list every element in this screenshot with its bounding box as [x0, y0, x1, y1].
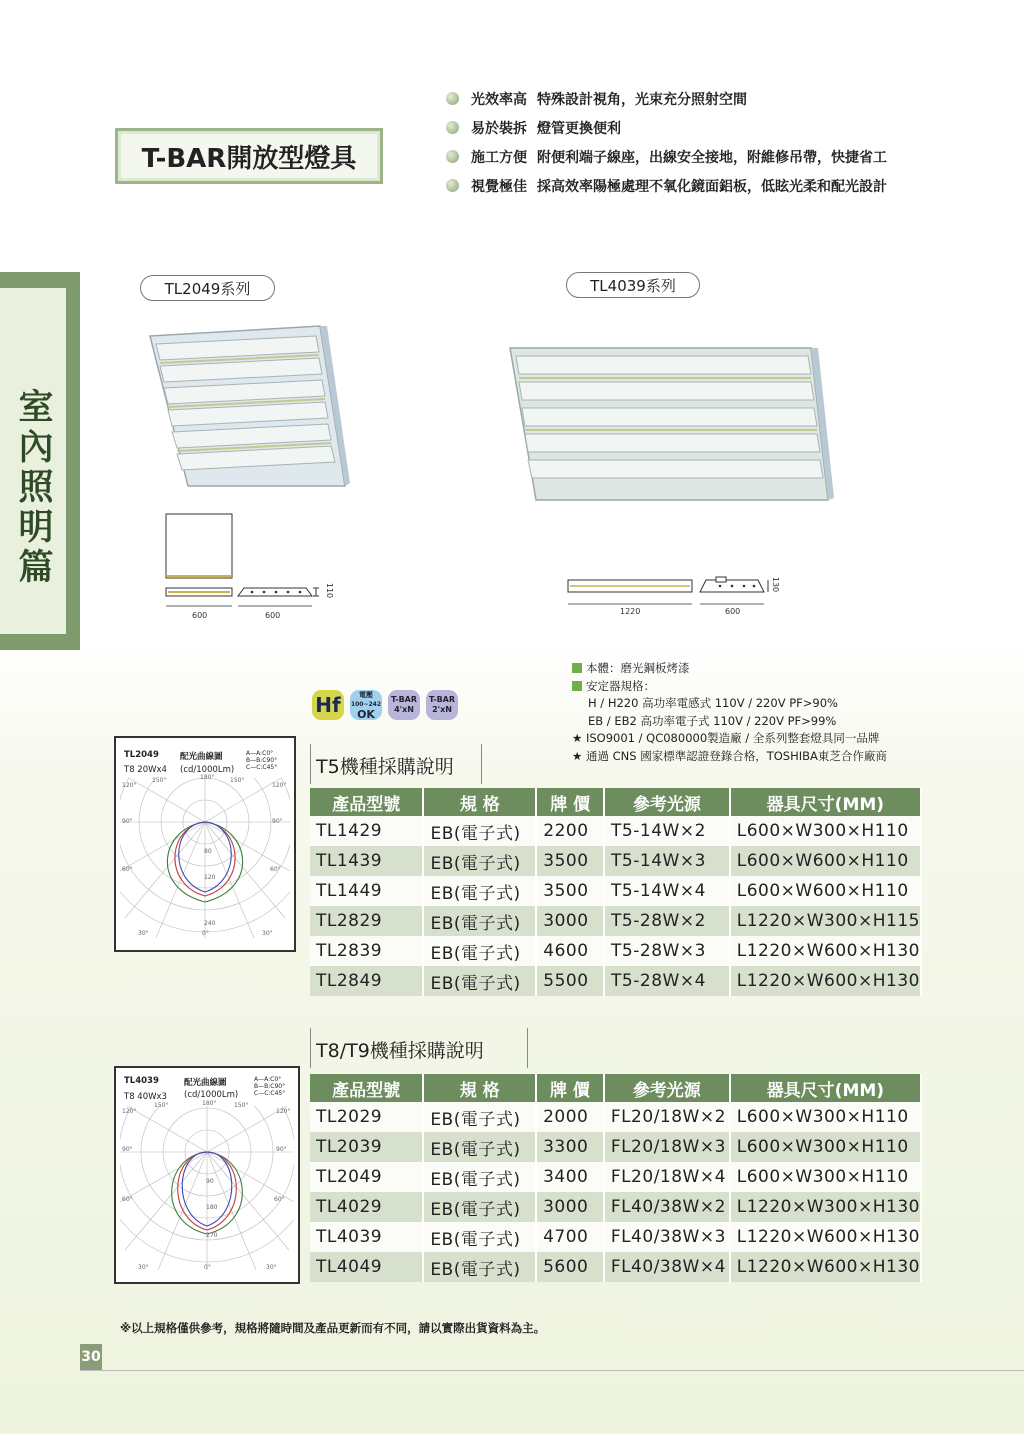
col-header-lamp: 參考光源 — [604, 1074, 730, 1102]
col-header-spec: 規 格 — [423, 788, 536, 816]
side-tab-label: 室內照明篇 — [18, 388, 54, 588]
note-ballast-2: EB / EB2 高功率電子式 110V / 220V PF>99% — [588, 713, 837, 728]
polar-grid-1 — [120, 778, 290, 938]
col-header-lamp: 參考光源 — [604, 788, 730, 816]
dim-depth-left: 600 — [265, 611, 281, 620]
dim-depth-right: 600 — [725, 607, 741, 616]
table-row: TL2039 EB(電子式) 3300 FL20/18W×3 L600×W300×H110 — [310, 1132, 921, 1162]
polar-lamp: T8 20Wx4 — [124, 765, 167, 775]
note-ballast: 安定器規格： — [572, 678, 1012, 696]
section-divider — [310, 744, 311, 784]
table-row: TL2049 EB(電子式) 3400 FL20/18W×4 L600×W300×H110 — [310, 1162, 921, 1192]
table-row: TL2029 EB(電子式) 2000 FL20/18W×2 L600×W300×H110 — [310, 1102, 921, 1132]
section-divider — [527, 1028, 528, 1068]
feature-key: 施工方便 — [471, 149, 527, 166]
side-tab — [0, 272, 80, 650]
polar-title: 配光曲線圖 — [180, 752, 223, 762]
col-header-spec: 規 格 — [423, 1074, 536, 1102]
section-divider — [481, 744, 482, 784]
star-icon: ★ — [572, 748, 586, 763]
col-header-price: 牌 價 — [536, 1074, 604, 1102]
col-header-model: 產品型號 — [310, 788, 423, 816]
luminaire-tl2049-image — [140, 318, 355, 493]
dim-width-right: 1220 — [620, 607, 641, 616]
hf-badge: Hf — [312, 690, 344, 720]
table-row: TL2839 EB(電子式) 4600 T5-28W×3 L1220×W600×H130 — [310, 936, 921, 966]
page-number: 30 — [80, 1344, 102, 1370]
feature-text: 特殊設計視角，光束充分照射空間 — [537, 91, 747, 108]
polar-legend: A—A:C0° B—B:C90° C—C:C45° — [246, 750, 278, 771]
dimension-drawing-right — [562, 572, 782, 614]
feature-key: 光效率高 — [471, 91, 527, 108]
bullet-icon — [446, 150, 459, 163]
note-ballast-1: H / H220 高功率電感式 110V / 220V PF>90% — [588, 696, 838, 710]
voltage-badge: 電壓 100~242 OK — [350, 691, 382, 721]
section-title-t8: T8/T9機種採購說明 — [316, 1040, 484, 1062]
bullet-icon — [446, 121, 459, 134]
page-title-box — [115, 128, 383, 184]
green-square-icon — [572, 681, 582, 691]
note-star-2: ★ 通過 CNS 國家標準認證登錄合格，TOSHIBA東芝合作廠商 — [572, 748, 887, 763]
table-row: TL2829 EB(電子式) 3000 T5-28W×2 L1220×W300×H115 — [310, 906, 921, 936]
polar-chart-tl4039: TL4039 T8 40Wx3 配光曲線圖 (cd/1000Lm) A—A:C0° B—B:C90° C—C:C45° 150° 180° 150° 120° 120° 90° 90° 60° 60° 30° 0° 30° 90 180 270 — [114, 1066, 300, 1284]
table-row: TL4029 EB(電子式) 3000 FL40/38W×2 L1220×W300×H130 — [310, 1192, 921, 1222]
table-row: TL1439 EB(電子式) 3500 T5-14W×3 L600×W600×H110 — [310, 846, 921, 876]
table-row: TL2849 EB(電子式) 5500 T5-28W×4 L1220×W600×H130 — [310, 966, 921, 996]
luminaire-tl4039-image — [506, 340, 836, 505]
feature-item — [446, 84, 1006, 113]
polar-model: TL2049 — [124, 750, 159, 760]
table-header-row — [310, 1074, 921, 1102]
star-icon: ★ — [572, 731, 586, 745]
table-row: TL1429 EB(電子式) 2200 T5-14W×2 L600×W300×H110 — [310, 816, 921, 846]
polar-lamp: T8 40Wx3 — [124, 1092, 167, 1102]
footer-note: ※以上規格僅供參考，規格將隨時間及產品更新而有不同，請以實際出貨資料為主。 — [120, 1321, 546, 1335]
series-tag-right: TL4039系列 — [566, 272, 700, 298]
dim-width-left: 600 — [192, 611, 208, 620]
feature-item — [446, 171, 1006, 200]
t5-spec-table — [310, 788, 922, 996]
feature-text: 附便利端子線座，出線安全接地，附維修吊帶，快捷省工 — [537, 149, 887, 166]
polar-legend: A—A:C0° B—B:C90° C—C:C45° — [254, 1076, 286, 1097]
feature-text: 採高效率陽極處理不氧化鏡面鋁板，低眩光柔和配光設計 — [537, 178, 887, 195]
col-header-price: 牌 價 — [536, 788, 604, 816]
col-header-size: 器具尺寸(MM) — [730, 788, 921, 816]
feature-text: 燈管更換便利 — [537, 120, 621, 137]
section-divider — [310, 1028, 311, 1068]
feature-key: 視覺極佳 — [471, 178, 527, 195]
table-row: TL4039 EB(電子式) 4700 FL40/38W×3 L1220×W600×H130 — [310, 1222, 921, 1252]
bullet-icon — [446, 179, 459, 192]
polar-model: TL4039 — [124, 1076, 159, 1086]
spec-notes — [572, 660, 1012, 765]
green-square-icon — [572, 663, 582, 673]
dim-height-left: 110 — [325, 582, 335, 599]
section-title-t5: T5機種採購說明 — [316, 756, 454, 778]
table-row: TL1449 EB(電子式) 3500 T5-14W×4 L600×W600×H110 — [310, 876, 921, 906]
dimension-drawing-left — [160, 510, 345, 622]
polar-unit: (cd/1000Lm) — [180, 765, 235, 775]
note-body: 本體：磨光鋼板烤漆 — [572, 660, 1012, 678]
col-header-size: 器具尺寸(MM) — [730, 1074, 921, 1102]
page-title: T-BAR開放型燈具 — [121, 134, 377, 178]
side-tab-panel — [0, 288, 66, 634]
t8-spec-table — [310, 1074, 922, 1282]
col-header-model: 產品型號 — [310, 1074, 423, 1102]
bullet-icon — [446, 92, 459, 105]
table-header-row — [310, 788, 921, 816]
footer-divider — [80, 1370, 1024, 1371]
feature-list — [446, 84, 1006, 200]
table-row: TL4049 EB(電子式) 5600 FL40/38W×4 L1220×W600×H130 — [310, 1252, 921, 1282]
polar-chart-tl2049: TL2049 T8 20Wx4 配光曲線圖 (cd/1000Lm) A—A:C0° B—B:C90° C—C:C45° 150° 180° 150° 120° 120° 90° 90° 60° 60° 30° 0° 30° 80 120 240 — [114, 736, 296, 952]
feature-key: 易於裝拆 — [471, 120, 527, 137]
feature-item — [446, 142, 1006, 171]
polar-title: 配光曲線圖 — [184, 1078, 227, 1088]
tbar-4xn-badge: T-BAR 4'xN — [388, 690, 420, 720]
tbar-2xn-badge: T-BAR 2'xN — [426, 690, 458, 720]
series-tag-left: TL2049系列 — [140, 275, 275, 301]
note-star-1: ★ ISO9001 / QC080000製造廠 / 全系列整套燈具同一品牌 — [572, 731, 880, 745]
polar-unit: (cd/1000Lm) — [184, 1090, 239, 1100]
feature-item — [446, 113, 1006, 142]
polar-grid-2 — [120, 1106, 294, 1270]
dim-height-right: 130 — [771, 576, 781, 593]
